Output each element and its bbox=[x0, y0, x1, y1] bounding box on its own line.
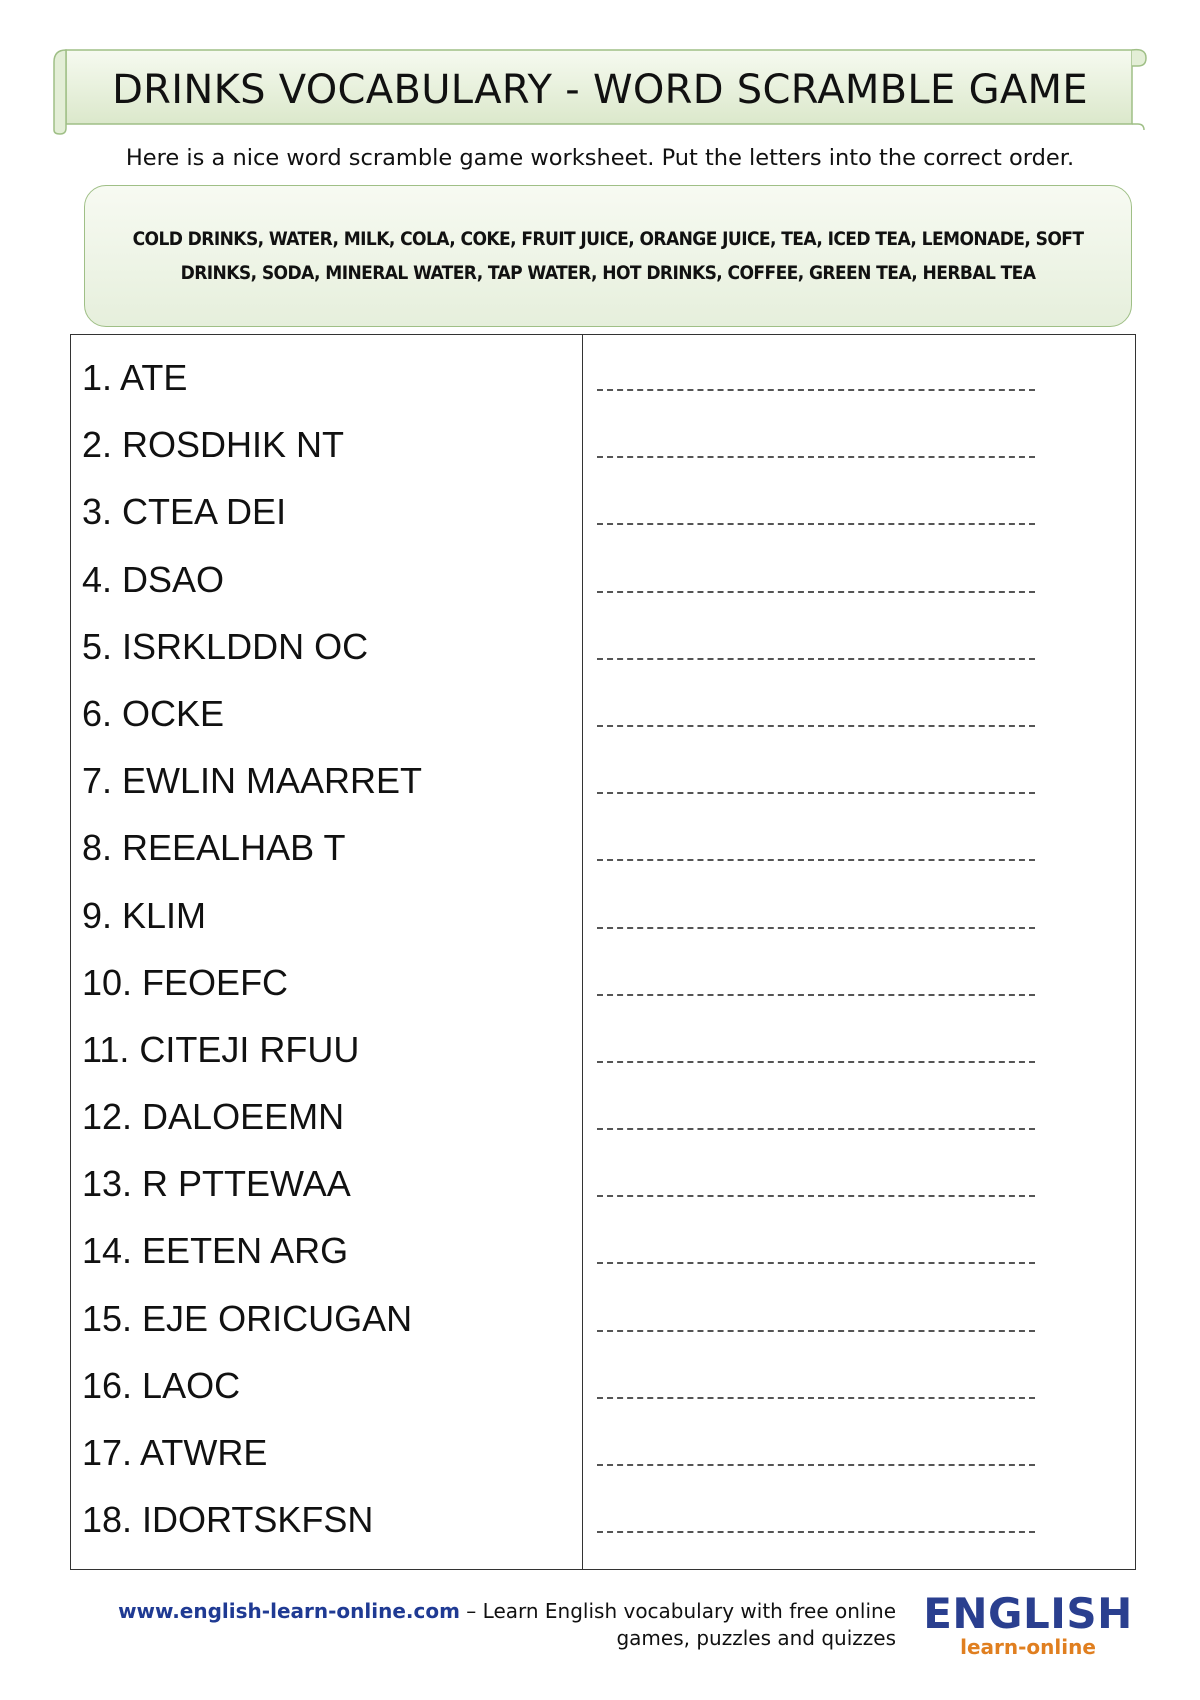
title-banner bbox=[52, 44, 1148, 136]
scrambled-word: 12. DALOEEMN bbox=[82, 1096, 345, 1138]
footer-url-link[interactable]: www.english-learn-online.com bbox=[118, 1599, 460, 1623]
scrambled-word: 14. EETEN ARG bbox=[82, 1230, 349, 1272]
scrambled-word: 8. REEALHAB T bbox=[82, 827, 346, 869]
answer-blank[interactable] bbox=[597, 1195, 1035, 1197]
answer-blank[interactable] bbox=[597, 927, 1035, 929]
footer-tagline-line1: – Learn English vocabulary with free online bbox=[459, 1599, 896, 1623]
page-title: DRINKS VOCABULARY - WORD SCRAMBLE GAME bbox=[112, 67, 1088, 113]
scrambled-word: 2. ROSDHIK NT bbox=[82, 424, 345, 466]
scrambled-word: 15. EJE ORICUGAN bbox=[82, 1297, 413, 1339]
scramble-row bbox=[71, 683, 1135, 750]
scramble-row bbox=[71, 549, 1135, 616]
scrambled-word: 6. OCKE bbox=[82, 692, 225, 734]
scrambled-word: 9. KLIM bbox=[82, 894, 207, 936]
scrambled-word: 1. ATE bbox=[82, 357, 188, 398]
scramble-row bbox=[71, 1489, 1135, 1556]
scrambled-word: 3. CTEA DEI bbox=[82, 491, 287, 533]
logo-main-text: ENGLISH bbox=[923, 1589, 1133, 1638]
site-logo bbox=[918, 1589, 1138, 1659]
answer-blank[interactable] bbox=[597, 994, 1035, 996]
word-bank-list: COLD DRINKS, WATER, MILK, COLA, COKE, FRUIT JUICE, ORANGE JUICE, TEA, ICED TEA, LEMONADE, SOFT DRINKS, SODA, MINERAL WATER, TAP WATER, HOT DRINKS, COFFEE, GREEN TEA, HERBAL TEA bbox=[132, 228, 1084, 284]
answer-blank[interactable] bbox=[597, 456, 1035, 458]
answer-blank[interactable] bbox=[597, 725, 1035, 727]
scramble-rows bbox=[71, 347, 1135, 1556]
scrambled-word: 7. EWLIN MAARRET bbox=[82, 760, 423, 802]
scrambled-word: 13. R PTTEWAA bbox=[82, 1163, 351, 1205]
scramble-row bbox=[71, 885, 1135, 952]
instructions-text: Here is a nice word scramble game worksheet. Put the letters into the correct order. bbox=[125, 145, 1075, 171]
scramble-row bbox=[71, 1019, 1135, 1086]
answer-blank[interactable] bbox=[597, 591, 1035, 593]
answer-blank[interactable] bbox=[597, 658, 1035, 660]
answer-blank[interactable] bbox=[597, 1464, 1035, 1466]
scrambled-word: 4. DSAO bbox=[82, 558, 225, 600]
scramble-row bbox=[71, 414, 1135, 481]
answer-blank[interactable] bbox=[597, 1330, 1035, 1332]
scrambled-word: 5. ISRKLDDN OC bbox=[82, 625, 369, 667]
scramble-row bbox=[71, 952, 1135, 1019]
answer-blank[interactable] bbox=[597, 859, 1035, 861]
scramble-row bbox=[71, 750, 1135, 817]
answer-blank[interactable] bbox=[597, 1397, 1035, 1399]
scramble-row bbox=[71, 1355, 1135, 1422]
scrambled-word: 17. ATWRE bbox=[82, 1432, 268, 1473]
scramble-row bbox=[71, 1288, 1135, 1355]
footer-tagline-line2: games, puzzles and quizzes bbox=[616, 1626, 896, 1650]
scramble-row bbox=[71, 1422, 1135, 1489]
answer-blank[interactable] bbox=[597, 1262, 1035, 1264]
scrambled-word: 10. FEOEFC bbox=[82, 961, 289, 1003]
answer-blank[interactable] bbox=[597, 1061, 1035, 1063]
answer-blank[interactable] bbox=[597, 1128, 1035, 1130]
scramble-row bbox=[71, 347, 1135, 414]
scramble-row bbox=[71, 616, 1135, 683]
scrambled-word: 18. IDORTSKFSN bbox=[82, 1499, 374, 1541]
answer-blank[interactable] bbox=[597, 792, 1035, 794]
word-bank-box bbox=[84, 185, 1132, 327]
scramble-row bbox=[71, 481, 1135, 548]
scramble-table bbox=[70, 334, 1136, 1570]
scrambled-word: 11. CITEJI RFUU bbox=[82, 1028, 360, 1070]
logo-sub-text: learn-online bbox=[960, 1635, 1096, 1659]
footer-text bbox=[50, 1598, 896, 1652]
scrambled-word: 16. LAOC bbox=[82, 1364, 241, 1406]
scramble-row bbox=[71, 1086, 1135, 1153]
scramble-row bbox=[71, 1153, 1135, 1220]
scramble-row bbox=[71, 817, 1135, 884]
scramble-row bbox=[71, 1220, 1135, 1287]
answer-blank[interactable] bbox=[597, 1531, 1035, 1533]
answer-blank[interactable] bbox=[597, 389, 1035, 391]
answer-blank[interactable] bbox=[597, 523, 1035, 525]
